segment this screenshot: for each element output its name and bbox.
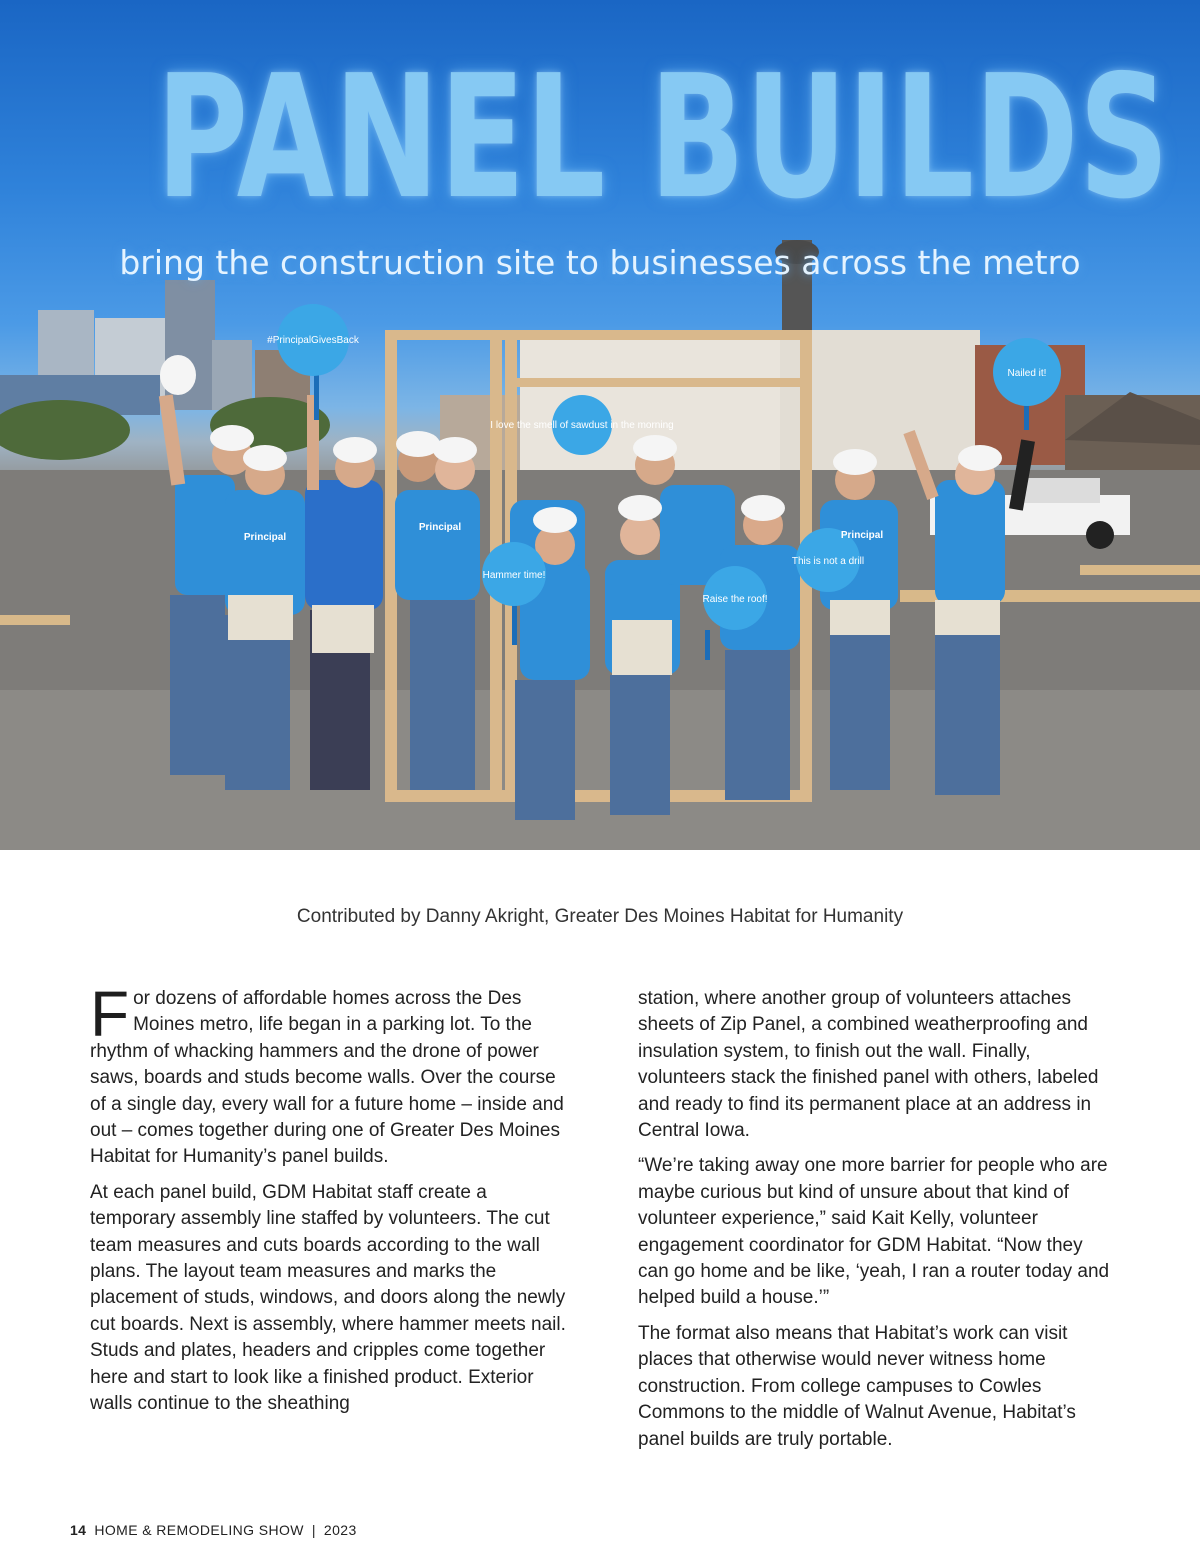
publication-name: HOME & REMODELING SHOW [94,1522,304,1538]
sign-text-hammer-time: Hammer time! [482,570,546,581]
paragraph-3: station, where another group of volunteers attaches sheets of Zip Panel, a combined weatherproofing and insulation system, to finish out the wall. Finally, volunteers stack the finished panel with others, labeled and ready to find its permanent place at an address in Central Iowa. [638,988,1099,1142]
page-footer [70,1522,357,1538]
paragraph-2: At each panel build, GDM Habitat staff create a temporary assembly line staffed by volunteers. The cut team measures and cuts boards according to the wall plans. The layout team measures and marks the placement of studs, windows, and doors along the newly cut boards. Next is assembly, where hammer meets nail. Studs and plates, headers and cripples come together here and start to look like a finished product. Exterior walls continue to the sheathing [90,1181,566,1415]
shirt-logo-3: Principal [840,530,884,541]
page-number: 14 [70,1522,87,1538]
paragraph-1 [90,978,568,1171]
footer-divider: | [311,1522,316,1538]
sign-text-raise-the-roof: Raise the roof! [702,594,768,605]
article-column-right [638,986,1116,1462]
sign-text-sawdust: I love the smell of sawdust in the morning [490,420,674,431]
sign-text-nailed-it: Nailed it! [1007,368,1047,379]
paragraph-1-text: or dozens of affordable homes across the Des Moines metro, life began in a parking lot. To the rhythm of whacking hammers and the drone of power saws, boards and studs become walls. Over the course of a single day, every wall for a future home – inside and out – comes together during one of Greater Des Moines Habitat for Humanity’s panel builds. [90,988,564,1168]
paragraph-4: “We’re taking away one more barrier for people who are maybe curious but kind of unsure about that kind of volunteer experience,” said Kait Kelly, volunteer engagement coordinator for GDM Habitat. “Now they can go home and be like, ‘yeah, I ran a router today and helped build a house.’” [638,1155,1110,1309]
sign-text-principal-gives-back: #PrincipalGivesBack [267,335,359,346]
sign-text-not-a-drill: This is not a drill [791,556,865,567]
shirt-logo-2: Principal [418,522,462,533]
shirt-logo-1: Principal [243,532,287,543]
article-headline: PANEL BUILDS [156,39,1170,237]
article-column-left [90,978,568,1427]
article-credit: Contributed by Danny Akright, Greater Des Moines Habitat for Humanity [296,906,904,927]
publication-year: 2023 [323,1522,357,1538]
article-subheadline: bring the construction site to businesses across the metro [119,243,1081,282]
dropcap: F [90,978,130,1050]
paragraph-5: The format also means that Habitat’s work can visit places that otherwise would never witness home construction. From college campuses to Cowles Commons to the middle of Walnut Avenue, Habitat’s panel builds are truly portable. [638,1322,1076,1450]
